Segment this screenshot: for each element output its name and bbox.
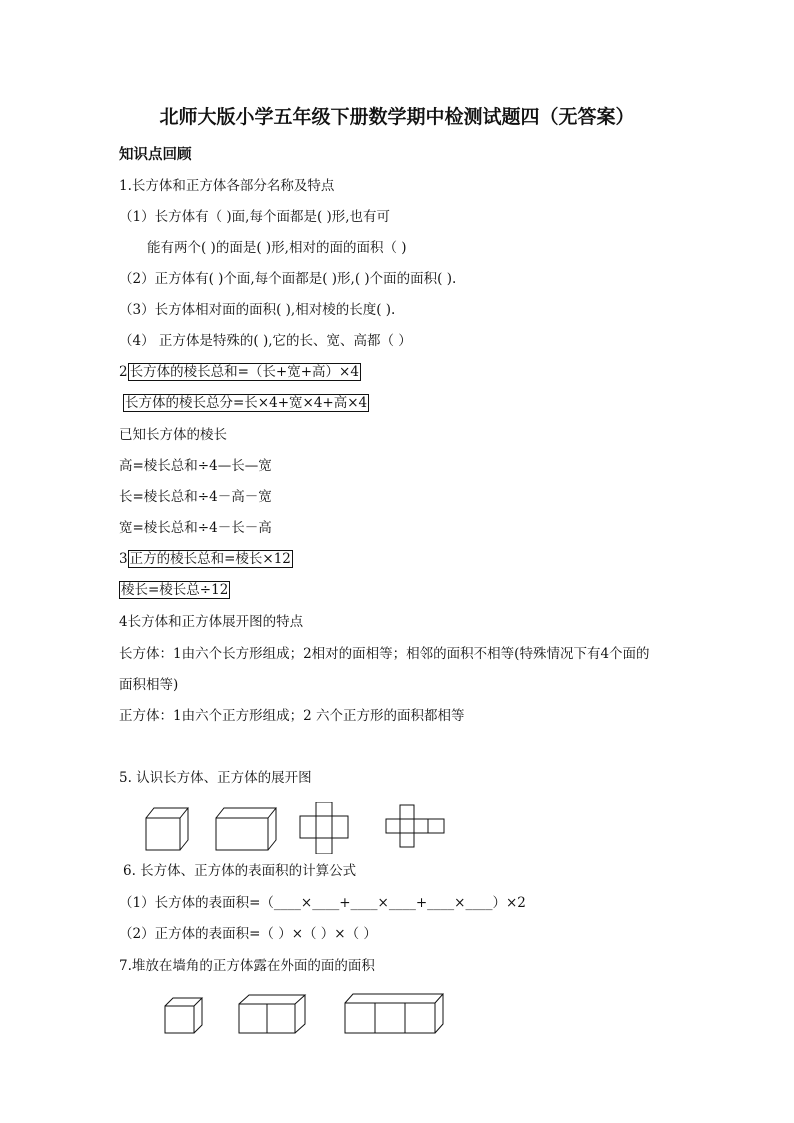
item-5-heading: 5. 认识长方体、正方体的展开图 [119,770,312,786]
item-3-number: 3 [119,551,128,567]
item-2-known: 已知长方体的棱长 [119,427,227,443]
item-1-2: （2）正方体有( )个面,每个面都是( )形,( )个面的面积( ). [119,271,457,287]
item-6-1: （1）长方体的表面积=（____×____+____×____+____×____）×2 [119,895,526,911]
item-3 [119,550,293,568]
item-1-heading: 1.长方体和正方体各部分名称及特点 [119,178,335,194]
item-6-2: （2）正方体的表面积=（ ）×（ ）×（ ） [119,926,377,942]
item-2-formula-2 [123,394,369,412]
net-figures [140,802,460,854]
formula-box-cuboid-edge-sum-2: 长方体的棱长总分=长×4+宽×4+高×4 [125,395,368,411]
item-2-width: 宽=棱长总和÷4－长－高 [119,520,272,536]
item-4-cuboid-cont: 面积相等) [119,677,179,693]
item-6-heading: 6. 长方体、正方体的表面积的计算公式 [123,863,357,879]
three-cubes-figure [345,994,443,1033]
page-title: 北师大版小学五年级下册数学期中检测试题四（无答案） [159,106,635,128]
cube-figure [146,808,188,850]
item-1-1: （1）长方体有（ )面,每个面都是( )形,也有可 [119,209,391,225]
item-1-4: （4） 正方体是特殊的( ),它的长、宽、高都（ ） [119,333,412,349]
section-heading: 知识点回顾 [119,146,192,163]
item-1-3: （3）长方体相对面的面积( ),相对棱的长度( ). [119,302,396,318]
formula-box-cube-edge-sum: 正方的棱长总和=棱长×12 [129,551,291,567]
formula-box-cube-edge: 棱长=棱长总÷12 [121,582,229,598]
item-3-formula-2 [119,581,230,599]
item-1-1-cont: 能有两个( )的面是( )形,相对的面的面积（ ) [147,240,407,256]
item-2-length: 长=棱长总和÷4－高－宽 [119,489,272,505]
cuboid-net-figure [300,802,348,854]
item-2 [119,363,361,381]
cuboid-figure [216,808,276,850]
stacked-cubes-figures [160,992,450,1036]
two-cubes-figure [239,995,305,1033]
item-4-heading: 4长方体和正方体展开图的特点 [119,614,304,630]
item-4-cube: 正方体：1由六个正方形组成；2 六个正方形的面积都相等 [119,708,465,724]
item-2-number: 2 [119,364,128,380]
one-cube-figure [165,998,202,1033]
item-4-cuboid: 长方体：1由六个长方形组成；2相对的面相等；相邻的面积不相等(特殊情况下有4个面的 [119,646,650,662]
item-7-heading: 7.堆放在墙角的正方体露在外面的面的面积 [119,958,375,974]
item-2-height: 高=棱长总和÷4—长—宽 [119,458,272,474]
cube-net-figure [386,805,444,847]
formula-box-cuboid-edge-sum: 长方体的棱长总和=（长+宽+高）×4 [129,364,359,380]
